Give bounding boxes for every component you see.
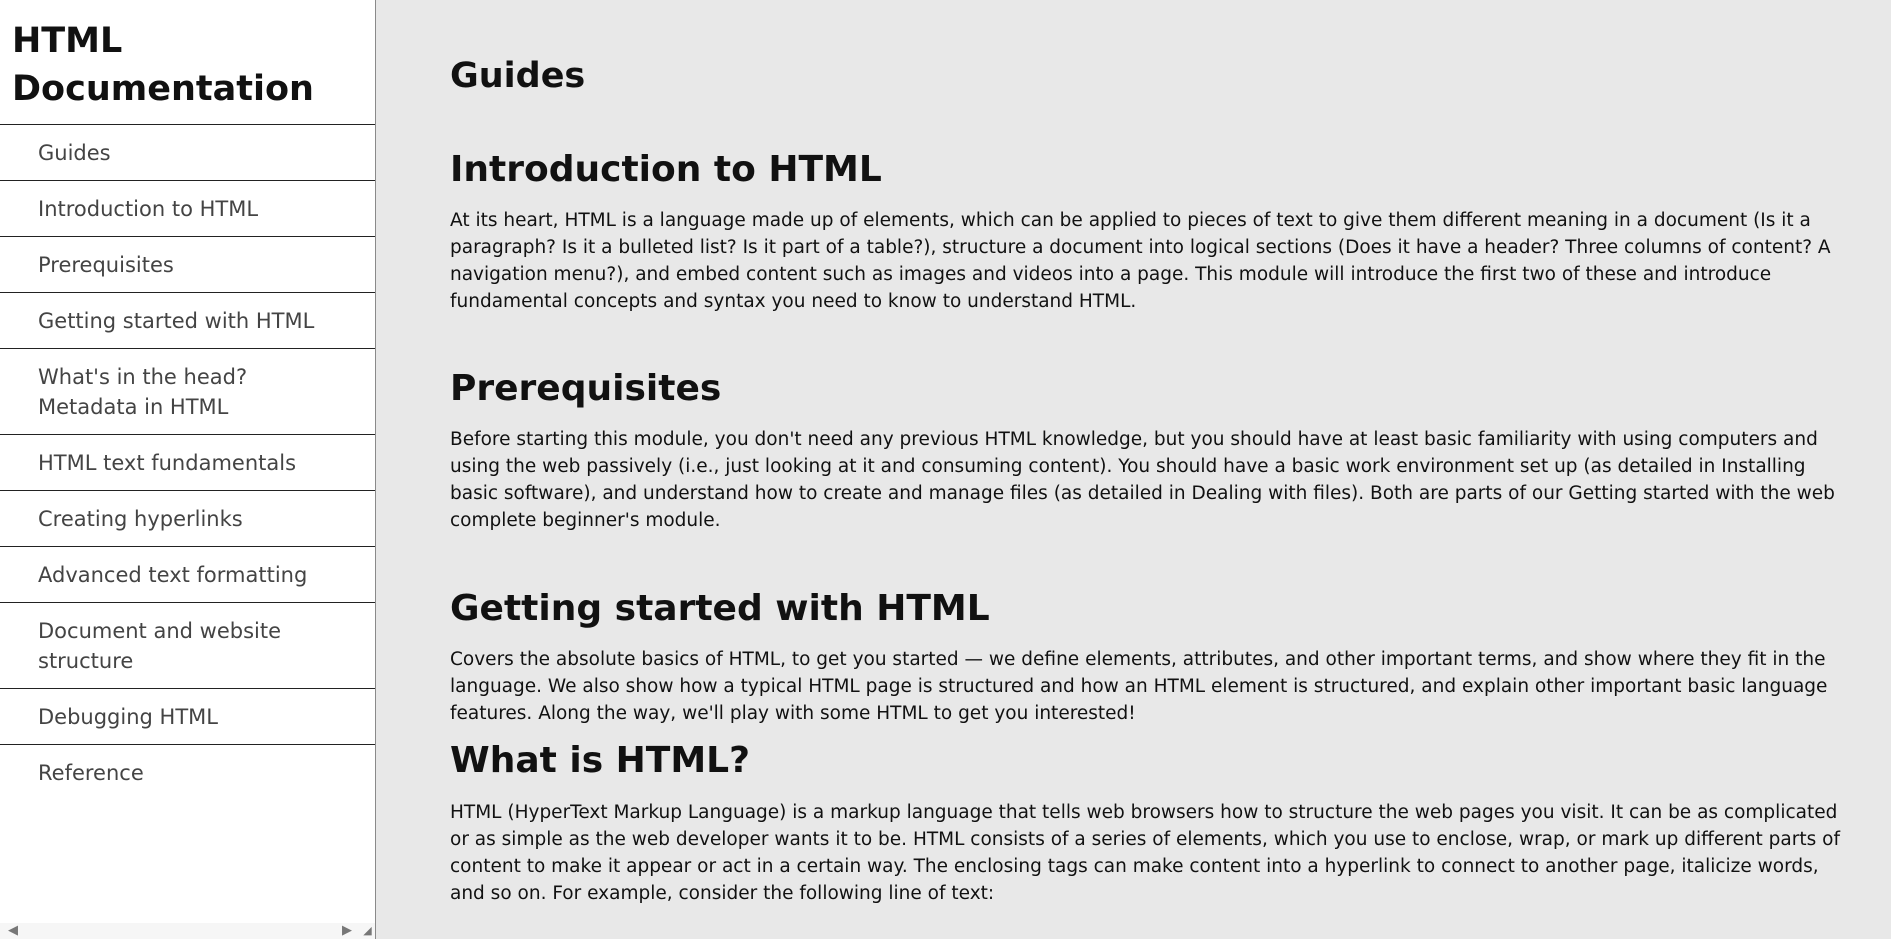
sidebar-item-text-fundamentals[interactable]: HTML text fundamentals [0, 435, 375, 491]
resize-grip-icon[interactable]: ◢ [360, 923, 375, 939]
sidebar-item-document-structure[interactable]: Document and website structure [0, 603, 375, 689]
sidebar-item-advanced-text-formatting[interactable]: Advanced text formatting [0, 547, 375, 603]
section-body: HTML (HyperText Markup Language) is a markup language that tells web browsers how to structure the web pages you visit. It can be as complicated or as simple as the web developer wants it to be. HTML consists of a series of elements, which you use to enclose, wrap, or mark up different parts of content to make it appear or act in a certain way. The enclosing tags can make content into a hyperlink to connect to another page, italicize words, and so on. For example, consider the following line of text: [450, 802, 1840, 904]
section-heading: Prerequisites [450, 368, 722, 409]
section-what-is-html [450, 739, 1851, 907]
sidebar-item-metadata[interactable]: What's in the head? Metadata in HTML [0, 349, 375, 435]
scroll-left-icon[interactable]: ◀ [8, 923, 18, 938]
sidebar-item-debugging-html[interactable]: Debugging HTML [0, 689, 375, 745]
sidebar-item-guides[interactable]: Guides [0, 125, 375, 181]
section-getting-started [450, 587, 1851, 727]
section-heading: Getting started with HTML [450, 588, 990, 629]
scroll-right-icon[interactable]: ▶ [342, 923, 352, 938]
sidebar-item-prerequisites[interactable]: Prerequisites [0, 237, 375, 293]
sidebar-item-getting-started[interactable]: Getting started with HTML [0, 293, 375, 349]
sidebar [0, 0, 376, 939]
sidebar-item-introduction-to-html[interactable]: Introduction to HTML [0, 181, 375, 237]
section-heading: What is HTML? [450, 740, 751, 781]
section-introduction-to-html [450, 148, 1851, 315]
section-prerequisites [450, 367, 1851, 534]
page-title: Guides [450, 56, 586, 96]
section-body: Before starting this module, you don't need any previous HTML knowledge, but you should have at least basic familiarity with using computers and using the web passively (i.e., just looking at it and consuming content). You should have a basic work environment set up (as detailed in Installing basic software), and understand how to create and manage files (as detailed in Dealing with files). Both are parts of our Getting started with the web complete beginner's module. [450, 429, 1835, 531]
section-heading: Introduction to HTML [450, 149, 882, 190]
sidebar-item-creating-hyperlinks[interactable]: Creating hyperlinks [0, 491, 375, 547]
section-body: At its heart, HTML is a language made up of elements, which can be applied to pieces of text to give them different meaning in a document (Is it a paragraph? Is it a bulleted list? Is it part of a table?), structure a document into logical sections (Does it have a header? Three columns of content? A navigation menu?), and embed content such as images and videos into a page. This module will introduce the first two of these and introduce fundamental concepts and syntax you need to know to understand HTML. [450, 210, 1831, 312]
sidebar-horizontal-scrollbar[interactable] [0, 923, 360, 939]
sidebar-item-reference[interactable]: Reference [38, 761, 144, 785]
section-body: Covers the absolute basics of HTML, to get you started — we define elements, attributes, and other important terms, and show where they fit in the language. We also show how a typical HTML page is structured and how an HTML element is structured, and explain other important basic language features. Along the way, we'll play with some HTML to get you interested! [450, 649, 1828, 724]
main-content [377, 0, 1891, 939]
sidebar-title: HTML Documentation [0, 0, 375, 125]
